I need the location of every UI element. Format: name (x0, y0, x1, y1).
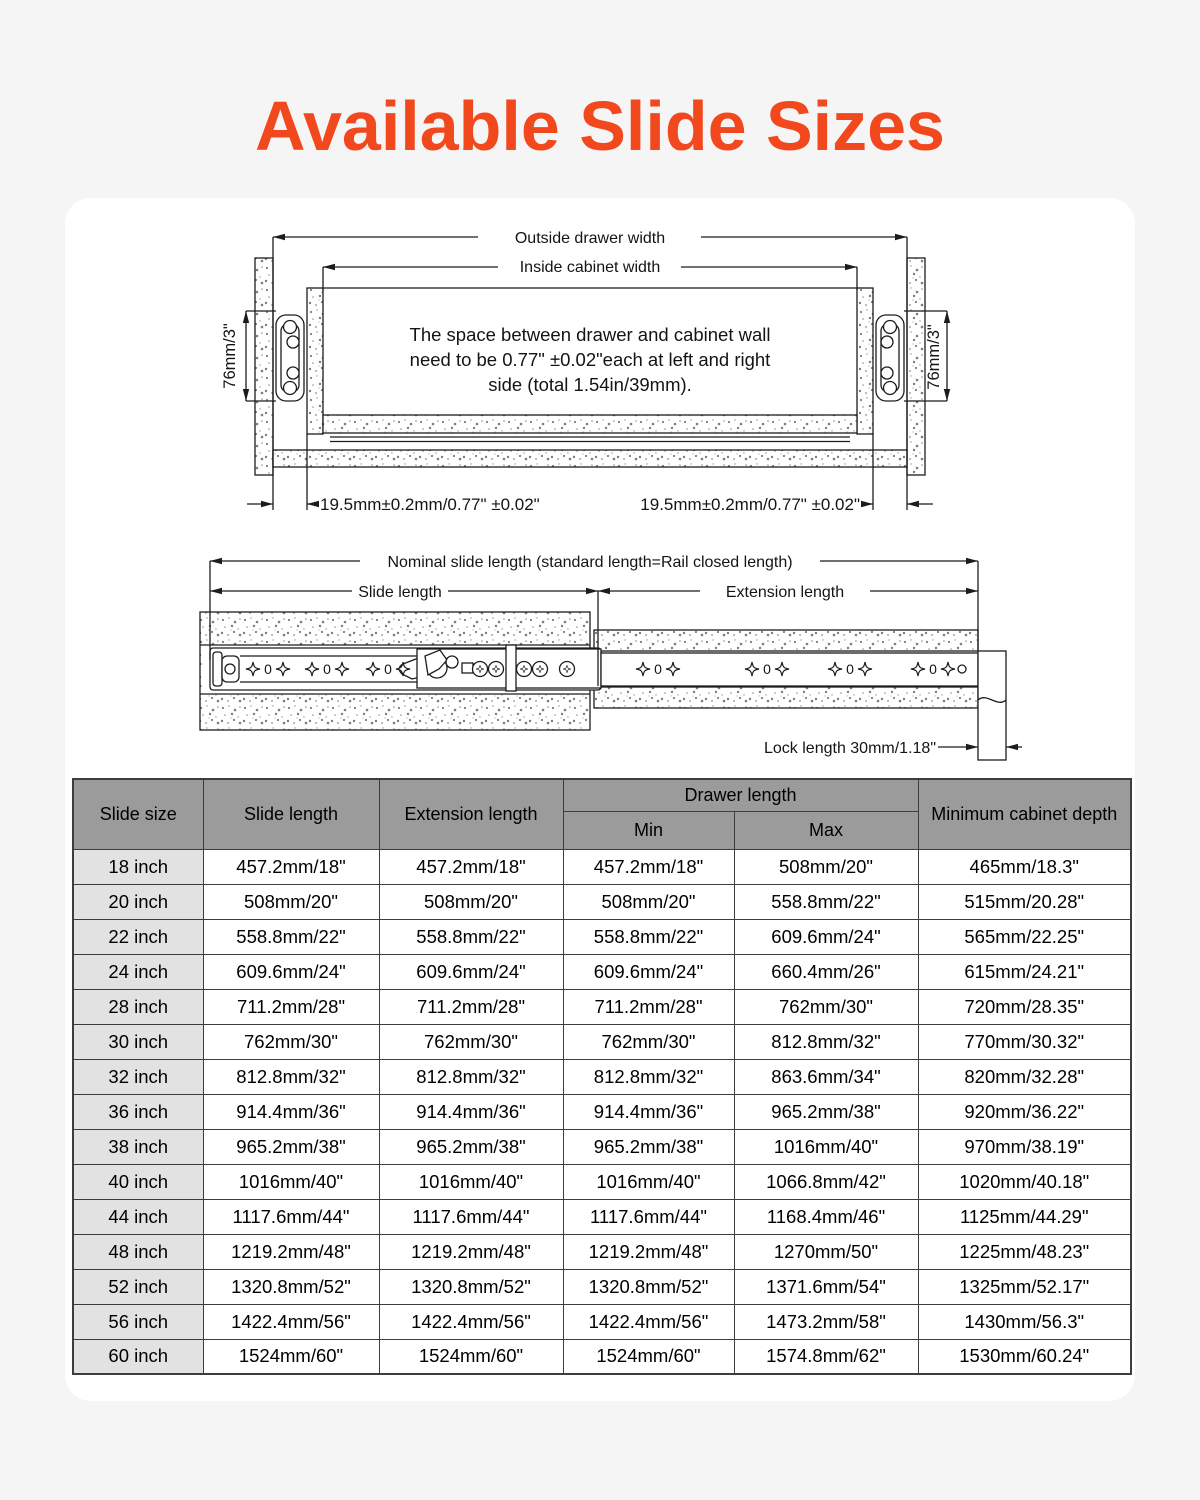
cell-slide-length: 1320.8mm/52" (203, 1269, 379, 1304)
cell-drawer-min: 1524mm/60" (563, 1339, 734, 1374)
rail-end-bracket (978, 651, 1006, 760)
cell-drawer-max: 1016mm/40" (734, 1129, 918, 1164)
cell-drawer-min: 711.2mm/28" (563, 989, 734, 1024)
slide-height-label-right: 76mm/3" (925, 324, 943, 390)
rail-zero-mark: 0 (384, 661, 392, 677)
cell-slide-length: 762mm/30" (203, 1024, 379, 1059)
cell-min-cabinet-depth: 1430mm/56.3" (918, 1304, 1131, 1339)
content-card (65, 198, 1135, 1401)
rail-zero-mark: 0 (929, 661, 937, 677)
cell-min-cabinet-depth: 615mm/24.21" (918, 954, 1131, 989)
inside-cabinet-width-label: Inside cabinet width (519, 259, 661, 276)
cell-slide-length: 609.6mm/24" (203, 954, 379, 989)
cell-slide-size: 20 inch (73, 884, 203, 919)
cell-slide-size: 18 inch (73, 849, 203, 884)
table-row (73, 1234, 1131, 1269)
cell-drawer-min: 1422.4mm/56" (563, 1304, 734, 1339)
slide-sizes-table (72, 778, 1132, 1375)
cell-drawer-max: 1270mm/50" (734, 1234, 918, 1269)
table-row (73, 1059, 1131, 1094)
cell-slide-size: 48 inch (73, 1234, 203, 1269)
table-row (73, 989, 1131, 1024)
cell-slide-size: 44 inch (73, 1199, 203, 1234)
nominal-length-label: Nominal slide length (standard length=Rail closed length) (387, 554, 793, 571)
cell-drawer-min: 1117.6mm/44" (563, 1199, 734, 1234)
rail-carriage (417, 645, 601, 691)
table-row (73, 1339, 1131, 1374)
cell-extension-length: 711.2mm/28" (379, 989, 563, 1024)
cell-drawer-max: 1473.2mm/58" (734, 1304, 918, 1339)
cell-slide-length: 1422.4mm/56" (203, 1304, 379, 1339)
cell-slide-size: 28 inch (73, 989, 203, 1024)
table-row (73, 884, 1131, 919)
spacing-note-line2: need to be 0.77" ±0.02"each at left and right (409, 349, 771, 370)
cell-extension-length: 609.6mm/24" (379, 954, 563, 989)
outside-drawer-width-label: Outside drawer width (514, 230, 666, 247)
cell-slide-length: 711.2mm/28" (203, 989, 379, 1024)
drawer-bottom-panel (323, 415, 857, 433)
rail-zero-mark: 0 (264, 661, 272, 677)
cell-min-cabinet-depth: 720mm/28.35" (918, 989, 1131, 1024)
cell-slide-length: 1016mm/40" (203, 1164, 379, 1199)
cell-drawer-max: 965.2mm/38" (734, 1094, 918, 1129)
cell-drawer-min: 508mm/20" (563, 884, 734, 919)
cell-drawer-max: 1574.8mm/62" (734, 1339, 918, 1374)
cell-slide-size: 36 inch (73, 1094, 203, 1129)
cell-min-cabinet-depth: 1020mm/40.18" (918, 1164, 1131, 1199)
table-row (73, 1199, 1131, 1234)
cell-slide-length: 457.2mm/18" (203, 849, 379, 884)
slide-height-label-left: 76mm/3" (221, 323, 239, 389)
cell-min-cabinet-depth: 820mm/32.28" (918, 1059, 1131, 1094)
gap-label-left: 19.5mm±0.2mm/0.77" ±0.02" (320, 495, 540, 514)
cell-drawer-max: 1066.8mm/42" (734, 1164, 918, 1199)
cell-min-cabinet-depth: 1125mm/44.29" (918, 1199, 1131, 1234)
table-row (73, 919, 1131, 954)
table-row (73, 1304, 1131, 1339)
cell-extension-length: 1422.4mm/56" (379, 1304, 563, 1339)
cell-drawer-min: 1016mm/40" (563, 1164, 734, 1199)
spacing-note-line1: The space between drawer and cabinet wall (409, 324, 771, 345)
cell-min-cabinet-depth: 770mm/30.32" (918, 1024, 1131, 1059)
cell-extension-length: 762mm/30" (379, 1024, 563, 1059)
table-row (73, 1094, 1131, 1129)
table-row (73, 954, 1131, 989)
cell-drawer-max: 863.6mm/34" (734, 1059, 918, 1094)
cell-extension-length: 914.4mm/36" (379, 1094, 563, 1129)
slide-profile-left (276, 315, 304, 401)
cell-extension-length: 1524mm/60" (379, 1339, 563, 1374)
cell-slide-size: 40 inch (73, 1164, 203, 1199)
cell-drawer-max: 558.8mm/22" (734, 884, 918, 919)
cell-slide-size: 60 inch (73, 1339, 203, 1374)
table-row (73, 1164, 1131, 1199)
page-title: Available Slide Sizes (255, 87, 945, 165)
cell-slide-size: 30 inch (73, 1024, 203, 1059)
cell-min-cabinet-depth: 1225mm/48.23" (918, 1234, 1131, 1269)
cell-drawer-max: 1371.6mm/54" (734, 1269, 918, 1304)
cell-extension-length: 812.8mm/32" (379, 1059, 563, 1094)
cell-min-cabinet-depth: 1530mm/60.24" (918, 1339, 1131, 1374)
cell-slide-size: 32 inch (73, 1059, 203, 1094)
cell-drawer-min: 1320.8mm/52" (563, 1269, 734, 1304)
header-drawer-length: Drawer length (563, 779, 918, 811)
cell-extension-length: 457.2mm/18" (379, 849, 563, 884)
cell-extension-length: 1219.2mm/48" (379, 1234, 563, 1269)
cell-slide-length: 812.8mm/32" (203, 1059, 379, 1094)
table-row (73, 1024, 1131, 1059)
cell-extension-length: 965.2mm/38" (379, 1129, 563, 1164)
cell-min-cabinet-depth: 970mm/38.19" (918, 1129, 1131, 1164)
rail-zero-mark: 0 (323, 661, 331, 677)
side-view-diagram (200, 558, 1022, 760)
slide-length-label: Slide length (358, 584, 442, 601)
cell-min-cabinet-depth: 1325mm/52.17" (918, 1269, 1131, 1304)
rail-zero-mark: 0 (763, 661, 771, 677)
gap-label-right: 19.5mm±0.2mm/0.77" ±0.02" (640, 495, 860, 514)
cell-drawer-min: 457.2mm/18" (563, 849, 734, 884)
cell-drawer-min: 762mm/30" (563, 1024, 734, 1059)
cell-extension-length: 1016mm/40" (379, 1164, 563, 1199)
cell-drawer-min: 558.8mm/22" (563, 919, 734, 954)
cell-drawer-min: 609.6mm/24" (563, 954, 734, 989)
cell-slide-length: 914.4mm/36" (203, 1094, 379, 1129)
cell-extension-length: 508mm/20" (379, 884, 563, 919)
table-row (73, 849, 1131, 884)
cell-slide-length: 1117.6mm/44" (203, 1199, 379, 1234)
header-extension-length: Extension length (379, 779, 563, 849)
cabinet-bottom-panel (273, 450, 907, 467)
drawer-member-bottom (594, 687, 978, 708)
cell-slide-length: 1219.2mm/48" (203, 1234, 379, 1269)
header-drawer-max: Max (734, 811, 918, 849)
rail-zero-mark: 0 (846, 661, 854, 677)
cell-slide-size: 24 inch (73, 954, 203, 989)
rail-zero-mark: 0 (654, 661, 662, 677)
table-row (73, 1129, 1131, 1164)
cabinet-wall-right (907, 258, 925, 475)
cabinet-wall-left (255, 258, 273, 475)
cell-drawer-max: 812.8mm/32" (734, 1024, 918, 1059)
cell-extension-length: 1320.8mm/52" (379, 1269, 563, 1304)
slide-profile-right (876, 315, 904, 401)
drawer-wall-left (307, 288, 323, 434)
cell-drawer-max: 508mm/20" (734, 849, 918, 884)
cell-min-cabinet-depth: 515mm/20.28" (918, 884, 1131, 919)
cell-drawer-max: 762mm/30" (734, 989, 918, 1024)
header-slide-size: Slide size (73, 779, 203, 849)
cell-slide-size: 38 inch (73, 1129, 203, 1164)
cell-extension-length: 1117.6mm/44" (379, 1199, 563, 1234)
cell-min-cabinet-depth: 920mm/36.22" (918, 1094, 1131, 1129)
cell-slide-length: 1524mm/60" (203, 1339, 379, 1374)
cell-drawer-min: 1219.2mm/48" (563, 1234, 734, 1269)
cell-slide-size: 56 inch (73, 1304, 203, 1339)
drawer-wall-right (857, 288, 873, 434)
cell-extension-length: 558.8mm/22" (379, 919, 563, 954)
cell-slide-length: 558.8mm/22" (203, 919, 379, 954)
cell-drawer-min: 965.2mm/38" (563, 1129, 734, 1164)
spacing-note-line3: side (total 1.54in/39mm). (488, 374, 692, 395)
table-row (73, 1269, 1131, 1304)
drawer-member-top (594, 630, 978, 651)
cell-slide-length: 508mm/20" (203, 884, 379, 919)
cell-min-cabinet-depth: 465mm/18.3" (918, 849, 1131, 884)
cell-min-cabinet-depth: 565mm/22.25" (918, 919, 1131, 954)
cell-drawer-max: 660.4mm/26" (734, 954, 918, 989)
cell-drawer-max: 1168.4mm/46" (734, 1199, 918, 1234)
cell-slide-size: 52 inch (73, 1269, 203, 1304)
cell-drawer-max: 609.6mm/24" (734, 919, 918, 954)
extension-length-label: Extension length (725, 584, 845, 601)
header-slide-length: Slide length (203, 779, 379, 849)
technical-diagrams (65, 198, 1135, 778)
cell-slide-size: 22 inch (73, 919, 203, 954)
cell-drawer-min: 914.4mm/36" (563, 1094, 734, 1129)
lock-length-label: Lock length 30mm/1.18" (764, 740, 936, 757)
cell-drawer-min: 812.8mm/32" (563, 1059, 734, 1094)
header-drawer-min: Min (563, 811, 734, 849)
header-min-cabinet-depth: Minimum cabinet depth (918, 779, 1131, 849)
cell-slide-length: 965.2mm/38" (203, 1129, 379, 1164)
